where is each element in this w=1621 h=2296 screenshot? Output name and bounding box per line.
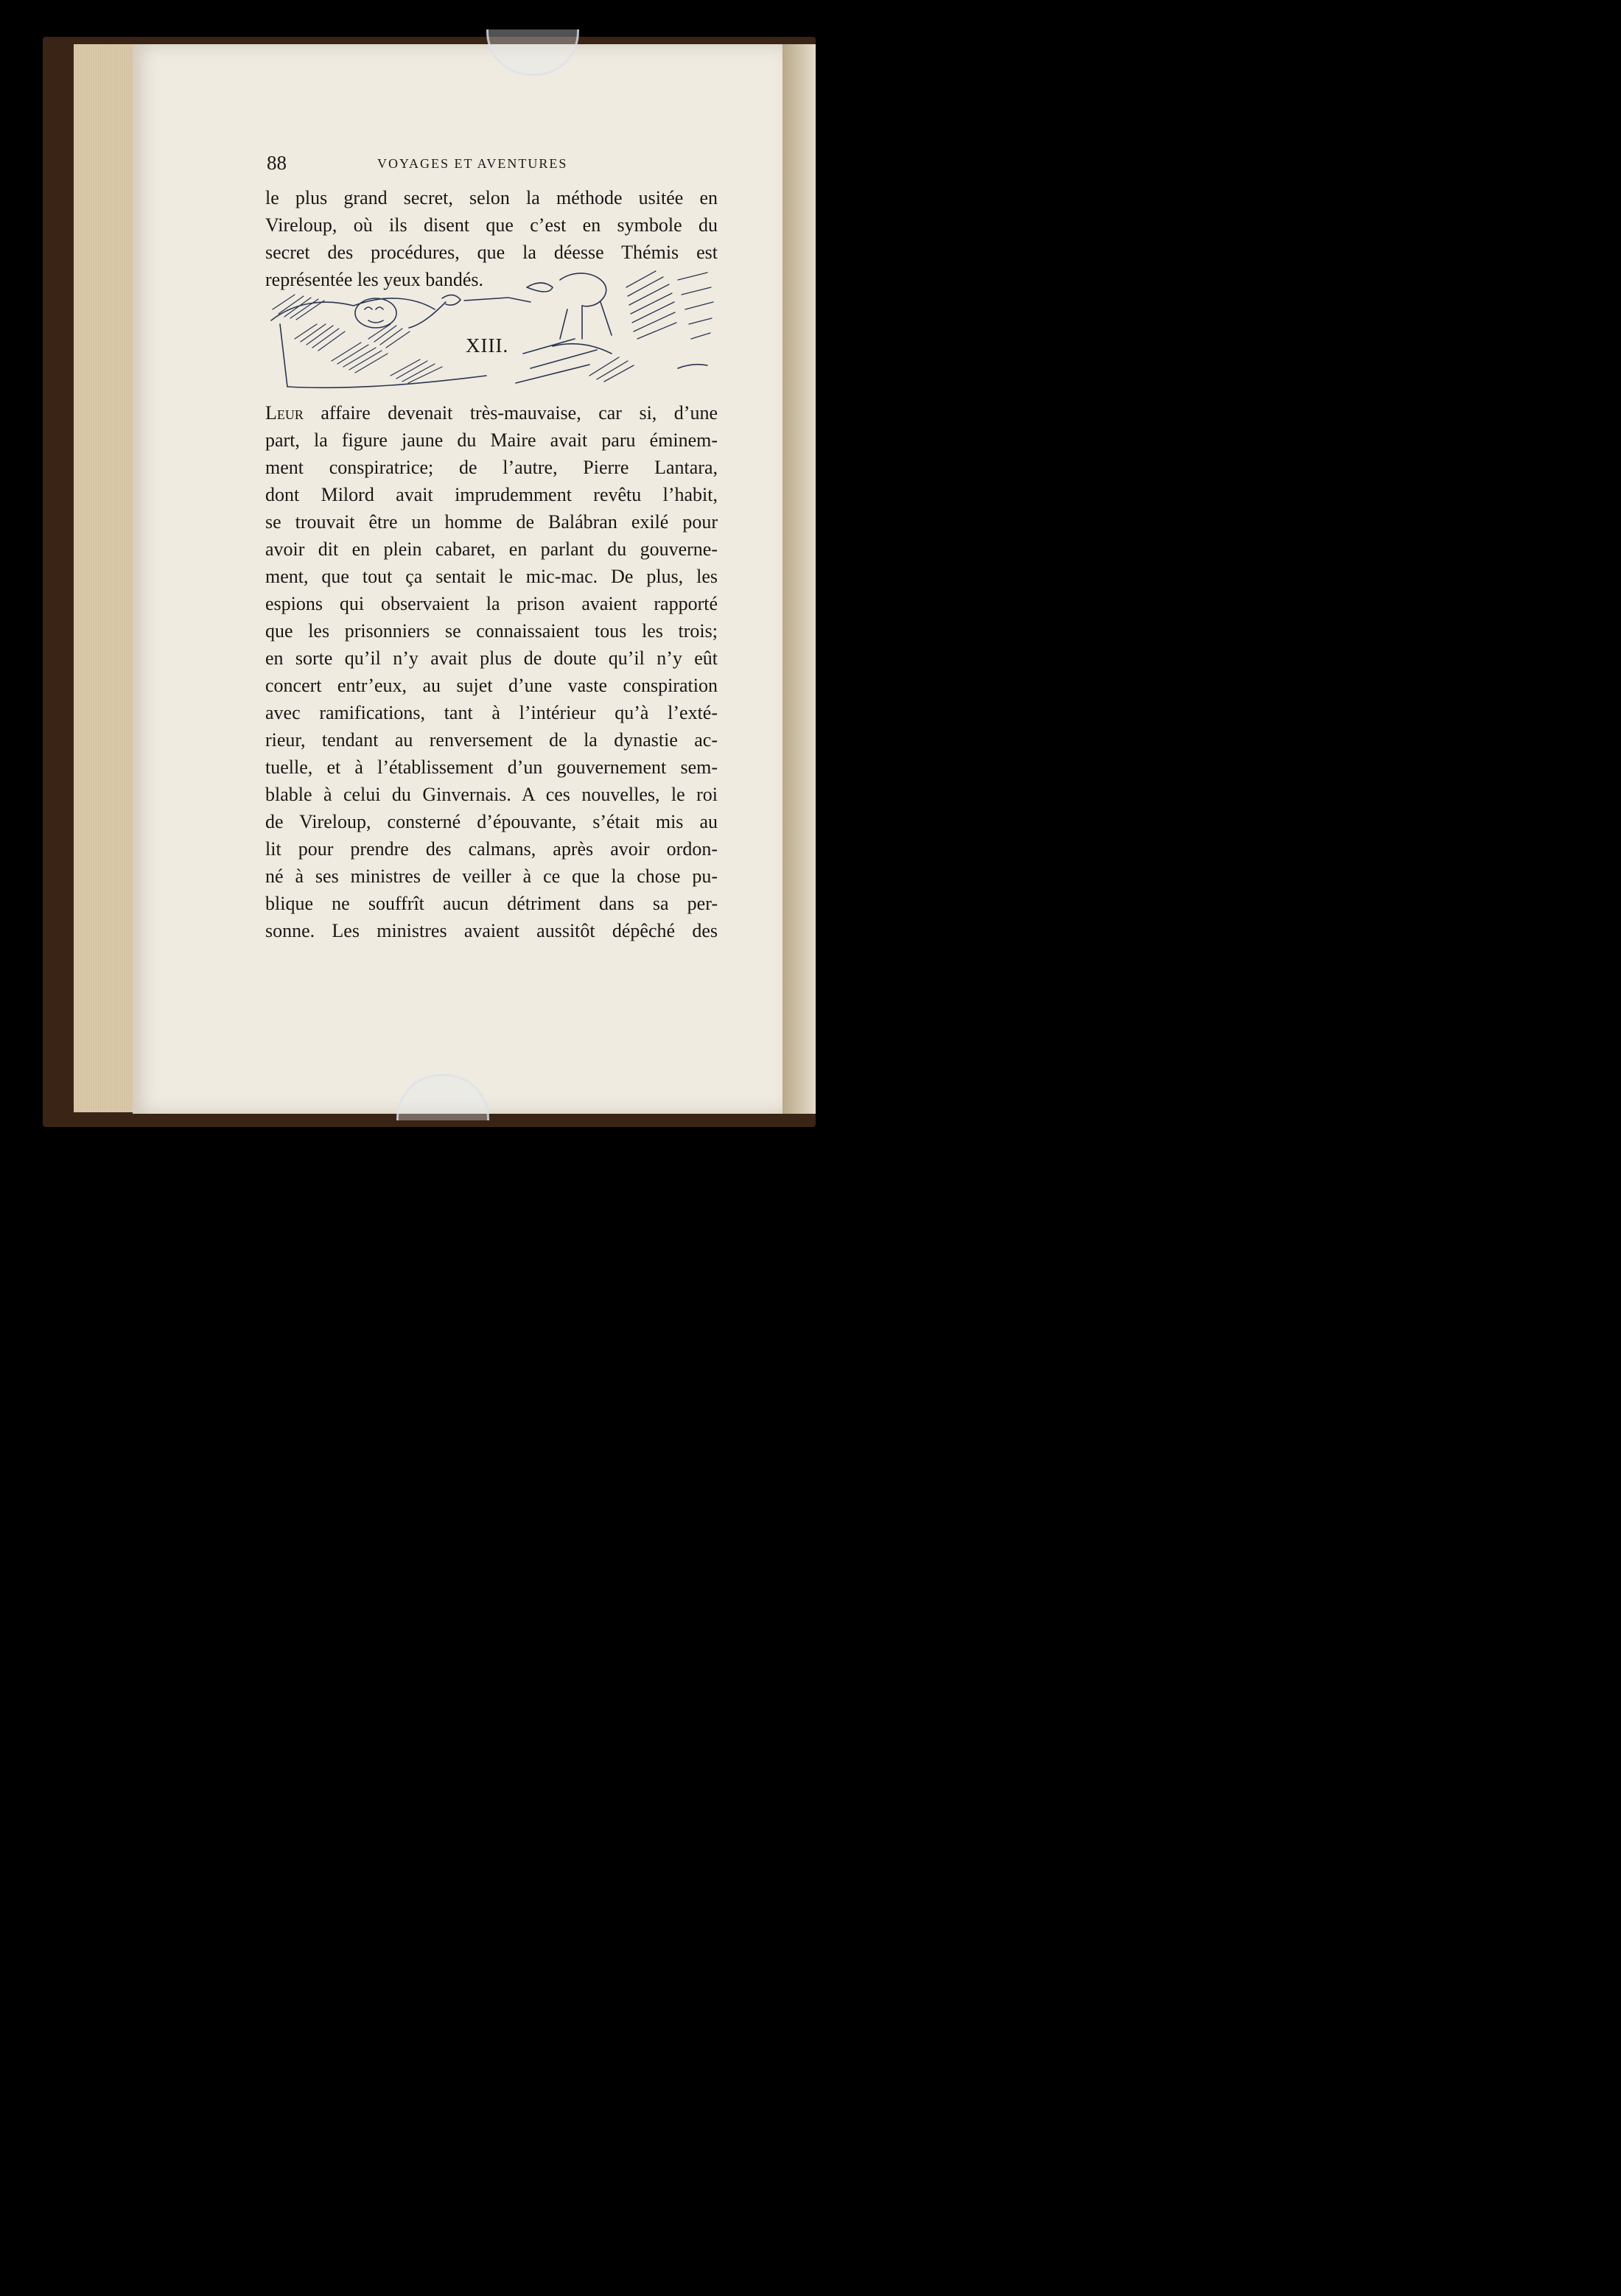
page-header — [267, 152, 718, 178]
text-line: né à ses ministres de veiller à ce que la chose pu- — [265, 866, 718, 887]
first-line-rest: affaire devenait très-mauvaise, car si, d’une — [303, 402, 718, 424]
text-line: dont Milord avait imprudemment revêtu l’habit, — [265, 484, 718, 505]
text-block-main — [265, 399, 718, 944]
text-line: Vireloup, où ils disent que c’est en symbole du — [265, 214, 718, 236]
text-line: blable à celui du Ginvernais. A ces nouvelles, le roi — [265, 784, 718, 805]
dropcap-word: Leur — [265, 402, 304, 424]
page-number: 88 — [267, 152, 287, 174]
text-line: lit pour prendre des calmans, après avoir ordon- — [265, 838, 718, 860]
running-title: VOYAGES ET AVENTURES — [377, 156, 568, 171]
page-edges — [74, 44, 133, 1112]
text-line: blique ne souffrît aucun détriment dans sa per- — [265, 893, 718, 914]
text-line: représentée les yeux bandés. — [265, 269, 483, 290]
chapter-heading: XIII. — [466, 334, 509, 357]
text-line: ment, que tout ça sentait le mic-mac. De plus, les — [265, 566, 718, 587]
chapter-vignette-illustration — [265, 265, 718, 398]
text-line: se trouvait être un homme de Balábran exilé pour — [265, 511, 718, 533]
text-line: de Vireloup, consterné d’épouvante, s’était mis au — [265, 811, 718, 832]
text-line: que les prisonniers se connaissaient tous les trois; — [265, 620, 718, 642]
text-line: avoir dit en plein cabaret, en parlant du gouverne- — [265, 538, 718, 560]
text-line: tuelle, et à l’établissement d’un gouvernement sem- — [265, 756, 718, 778]
text-line: espions qui observaient la prison avaient rapporté — [265, 593, 718, 614]
text-line-first — [265, 399, 718, 426]
text-line: le plus grand secret, selon la méthode usitée en — [265, 187, 718, 208]
text-line: ment conspiratrice; de l’autre, Pierre Lantara, — [265, 457, 718, 478]
text-line: part, la figure jaune du Maire avait paru éminem- — [265, 429, 718, 451]
next-page-edge — [783, 44, 816, 1114]
text-line: concert entr’eux, au sujet d’une vaste conspiration — [265, 675, 718, 696]
text-line: avec ramifications, tant à l’intérieur qu’à l’exté- — [265, 702, 718, 723]
text-line: en sorte qu’il n’y avait plus de doute qu’il n’y eût — [265, 647, 718, 669]
text-line: rieur, tendant au renversement de la dynastie ac- — [265, 729, 718, 751]
text-line: sonne. Les ministres avaient aussitôt dépêché des — [265, 920, 718, 941]
text-line: secret des procédures, que la déesse Thémis est — [265, 242, 718, 263]
